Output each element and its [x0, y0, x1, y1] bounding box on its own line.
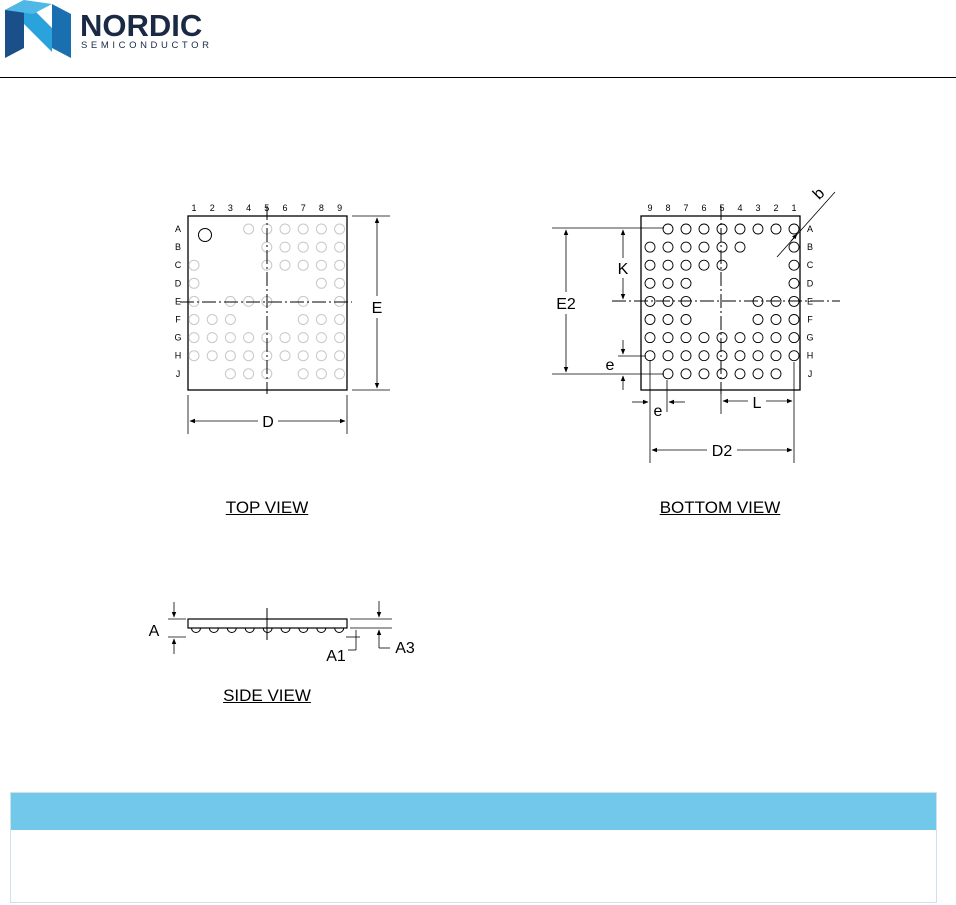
- top-ball: [189, 315, 199, 325]
- top-ball: [335, 369, 345, 379]
- top-row-label: A: [174, 224, 182, 234]
- top-row-label: J: [175, 368, 181, 379]
- top-ball: [225, 296, 235, 306]
- top-ball: [316, 242, 326, 252]
- bottom-ball: [771, 224, 781, 234]
- bottom-ball: [699, 333, 709, 343]
- bottom-ball: [789, 333, 799, 343]
- top-ball: [189, 333, 199, 343]
- bottom-column-label: 1: [791, 203, 797, 213]
- side-view-balls: [192, 628, 344, 633]
- bottom-ball: [717, 224, 727, 234]
- top-ball: [316, 315, 326, 325]
- bottom-ball: [681, 224, 691, 234]
- bottom-ball: [717, 260, 727, 270]
- bottom-ball: [789, 278, 799, 288]
- top-column-labels: [191, 203, 342, 213]
- bottom-column-label: 2: [773, 203, 779, 213]
- dim-label-a1: A1: [326, 648, 346, 665]
- side-ball: [263, 628, 272, 633]
- top-column-label: 6: [282, 203, 288, 213]
- bottom-column-label: 4: [737, 203, 743, 213]
- top-ball: [225, 333, 235, 343]
- top-ball: [335, 242, 345, 252]
- bottom-row-label: J: [807, 368, 813, 379]
- bottom-row-label: E: [806, 296, 814, 307]
- bottom-ball: [681, 260, 691, 270]
- bottom-ball: [771, 315, 781, 325]
- top-column-label: 3: [227, 203, 233, 213]
- bottom-ball: [771, 333, 781, 343]
- top-ball: [280, 242, 290, 252]
- dim-label-e2: E2: [556, 296, 576, 313]
- bottom-ball: [699, 242, 709, 252]
- bottom-ball: [645, 260, 655, 270]
- top-row-label: F: [175, 314, 181, 325]
- side-ball: [281, 628, 290, 632]
- brand-wordmark: NORDIC: [80, 8, 203, 43]
- side-ball: [209, 628, 218, 633]
- top-ball: [298, 351, 308, 361]
- bottom-row-label: H: [806, 350, 814, 361]
- top-column-label: 7: [300, 203, 306, 213]
- table-header-bar: [11, 793, 936, 830]
- top-ball: [335, 224, 345, 234]
- top-ball: [280, 351, 290, 361]
- bottom-column-label: 6: [701, 203, 707, 213]
- top-ball: [207, 351, 217, 361]
- bottom-ball: [789, 260, 799, 270]
- dim-label-e: E: [371, 300, 383, 317]
- bottom-ball: [753, 224, 763, 234]
- top-ball: [316, 278, 326, 288]
- top-ball: [244, 351, 254, 361]
- top-ball: [280, 260, 290, 270]
- top-ball: [316, 351, 326, 361]
- bottom-ball: [663, 242, 673, 252]
- top-ball: [335, 351, 345, 361]
- bottom-column-labels: [647, 203, 796, 213]
- bottom-column-label: 8: [665, 203, 671, 213]
- bottom-row-label: G: [806, 332, 814, 343]
- bottom-ball: [717, 351, 727, 361]
- side-ball: [299, 628, 308, 633]
- top-ball: [244, 333, 254, 343]
- bottom-ball: [771, 369, 781, 379]
- top-ball: [207, 315, 217, 325]
- top-view-caption: TOP VIEW: [225, 498, 309, 517]
- top-ball: [298, 333, 308, 343]
- bottom-ball: [699, 260, 709, 270]
- bottom-ball: [663, 333, 673, 343]
- top-ball: [298, 296, 308, 306]
- top-ball: [207, 333, 217, 343]
- top-ball: [189, 351, 199, 361]
- top-ball: [335, 278, 345, 288]
- bottom-row-label: F: [807, 314, 813, 325]
- top-row-label: H: [174, 350, 182, 361]
- bottom-ball: [681, 242, 691, 252]
- top-ball: [298, 260, 308, 270]
- bottom-column-label: 7: [683, 203, 689, 213]
- top-ball: [335, 315, 345, 325]
- bottom-ball: [789, 315, 799, 325]
- dim-label-pitch-h: e: [653, 403, 663, 420]
- bottom-ball: [735, 242, 745, 252]
- top-column-label: 8: [318, 203, 324, 213]
- top-ball: [244, 224, 254, 234]
- top-row-label: G: [174, 332, 182, 343]
- pin1-marker: [199, 229, 212, 242]
- bottom-row-label: D: [806, 278, 814, 289]
- bottom-ball: [735, 333, 745, 343]
- bottom-ball: [663, 224, 673, 234]
- dim-label-d: D: [262, 414, 274, 431]
- bottom-ball: [753, 333, 763, 343]
- top-ball: [280, 333, 290, 343]
- top-ball: [335, 333, 345, 343]
- bottom-ball: [645, 278, 655, 288]
- bottom-ball: [663, 351, 673, 361]
- bottom-ball: [663, 369, 673, 379]
- dim-label-a: A: [148, 623, 160, 640]
- bottom-ball: [753, 315, 763, 325]
- dim-label-d2: D2: [711, 443, 733, 460]
- bottom-ball: [699, 224, 709, 234]
- top-ball: [316, 224, 326, 234]
- bottom-ball: [663, 260, 673, 270]
- bottom-ball: [699, 369, 709, 379]
- bottom-ball: [735, 369, 745, 379]
- bottom-ball: [717, 242, 727, 252]
- top-ball: [189, 260, 199, 270]
- top-view: [174, 203, 390, 434]
- bottom-ball: [735, 224, 745, 234]
- bottom-ball: [681, 333, 691, 343]
- side-view-caption: SIDE VIEW: [223, 686, 311, 705]
- dim-label-b: b: [809, 184, 829, 204]
- top-ball: [244, 296, 254, 306]
- top-ball: [298, 369, 308, 379]
- top-column-label: 4: [246, 203, 252, 213]
- bottom-view: [552, 185, 840, 463]
- dim-label-l: L: [752, 395, 762, 412]
- dim-label-k: K: [617, 261, 629, 278]
- dimensions-table: [10, 792, 937, 903]
- bottom-view-caption: BOTTOM VIEW: [659, 498, 781, 517]
- bottom-ball: [645, 315, 655, 325]
- side-ball: [227, 628, 236, 633]
- top-row-label: C: [174, 260, 182, 271]
- bottom-ball: [663, 315, 673, 325]
- side-ball: [192, 628, 201, 633]
- bottom-ball: [681, 369, 691, 379]
- bottom-ball: [681, 278, 691, 288]
- top-ball: [335, 296, 345, 306]
- top-ball: [225, 369, 235, 379]
- top-ball: [225, 351, 235, 361]
- side-ball: [335, 628, 344, 633]
- top-row-label: D: [174, 278, 182, 289]
- brand-tagline: SEMICONDUCTOR: [81, 40, 213, 51]
- top-column-label: 9: [337, 203, 343, 213]
- top-row-label: B: [174, 242, 182, 253]
- bottom-ball: [699, 351, 709, 361]
- top-column-label: 5: [264, 203, 270, 213]
- side-ball: [317, 628, 326, 633]
- top-ball: [335, 260, 345, 270]
- top-row-labels: [174, 224, 181, 379]
- bottom-ball: [717, 333, 727, 343]
- bottom-row-labels: [806, 224, 813, 379]
- bottom-ball: [645, 242, 655, 252]
- bottom-column-label: 9: [647, 203, 653, 213]
- top-ball: [189, 278, 199, 288]
- top-ball: [298, 242, 308, 252]
- bottom-column-label: 5: [719, 203, 725, 213]
- top-ball: [244, 369, 254, 379]
- top-column-label: 1: [191, 203, 197, 213]
- side-view: [149, 601, 415, 665]
- top-column-label: 2: [209, 203, 215, 213]
- bottom-ball: [771, 351, 781, 361]
- bottom-ball: [663, 278, 673, 288]
- bottom-ball: [789, 224, 799, 234]
- top-ball: [189, 296, 199, 306]
- bottom-row-label: B: [806, 242, 814, 253]
- top-ball: [280, 224, 290, 234]
- top-ball: [298, 224, 308, 234]
- bottom-ball: [753, 351, 763, 361]
- bottom-ball: [645, 333, 655, 343]
- top-row-label: E: [174, 296, 182, 307]
- bottom-column-label: 3: [755, 203, 761, 213]
- top-ball: [316, 333, 326, 343]
- top-ball: [316, 369, 326, 379]
- dim-label-a3: A3: [395, 640, 415, 657]
- side-ball: [245, 628, 254, 633]
- top-ball: [298, 315, 308, 325]
- bottom-ball: [717, 369, 727, 379]
- bottom-ball: [681, 351, 691, 361]
- bottom-ball: [681, 315, 691, 325]
- bottom-row-label: C: [806, 260, 814, 271]
- bottom-ball: [789, 351, 799, 361]
- bottom-ball: [735, 351, 745, 361]
- dim-label-pitch-v: e: [605, 357, 615, 374]
- bottom-row-label: A: [806, 224, 814, 234]
- bottom-ball: [645, 351, 655, 361]
- top-ball: [225, 315, 235, 325]
- top-ball: [316, 260, 326, 270]
- bottom-ball: [789, 242, 799, 252]
- bottom-ball: [753, 369, 763, 379]
